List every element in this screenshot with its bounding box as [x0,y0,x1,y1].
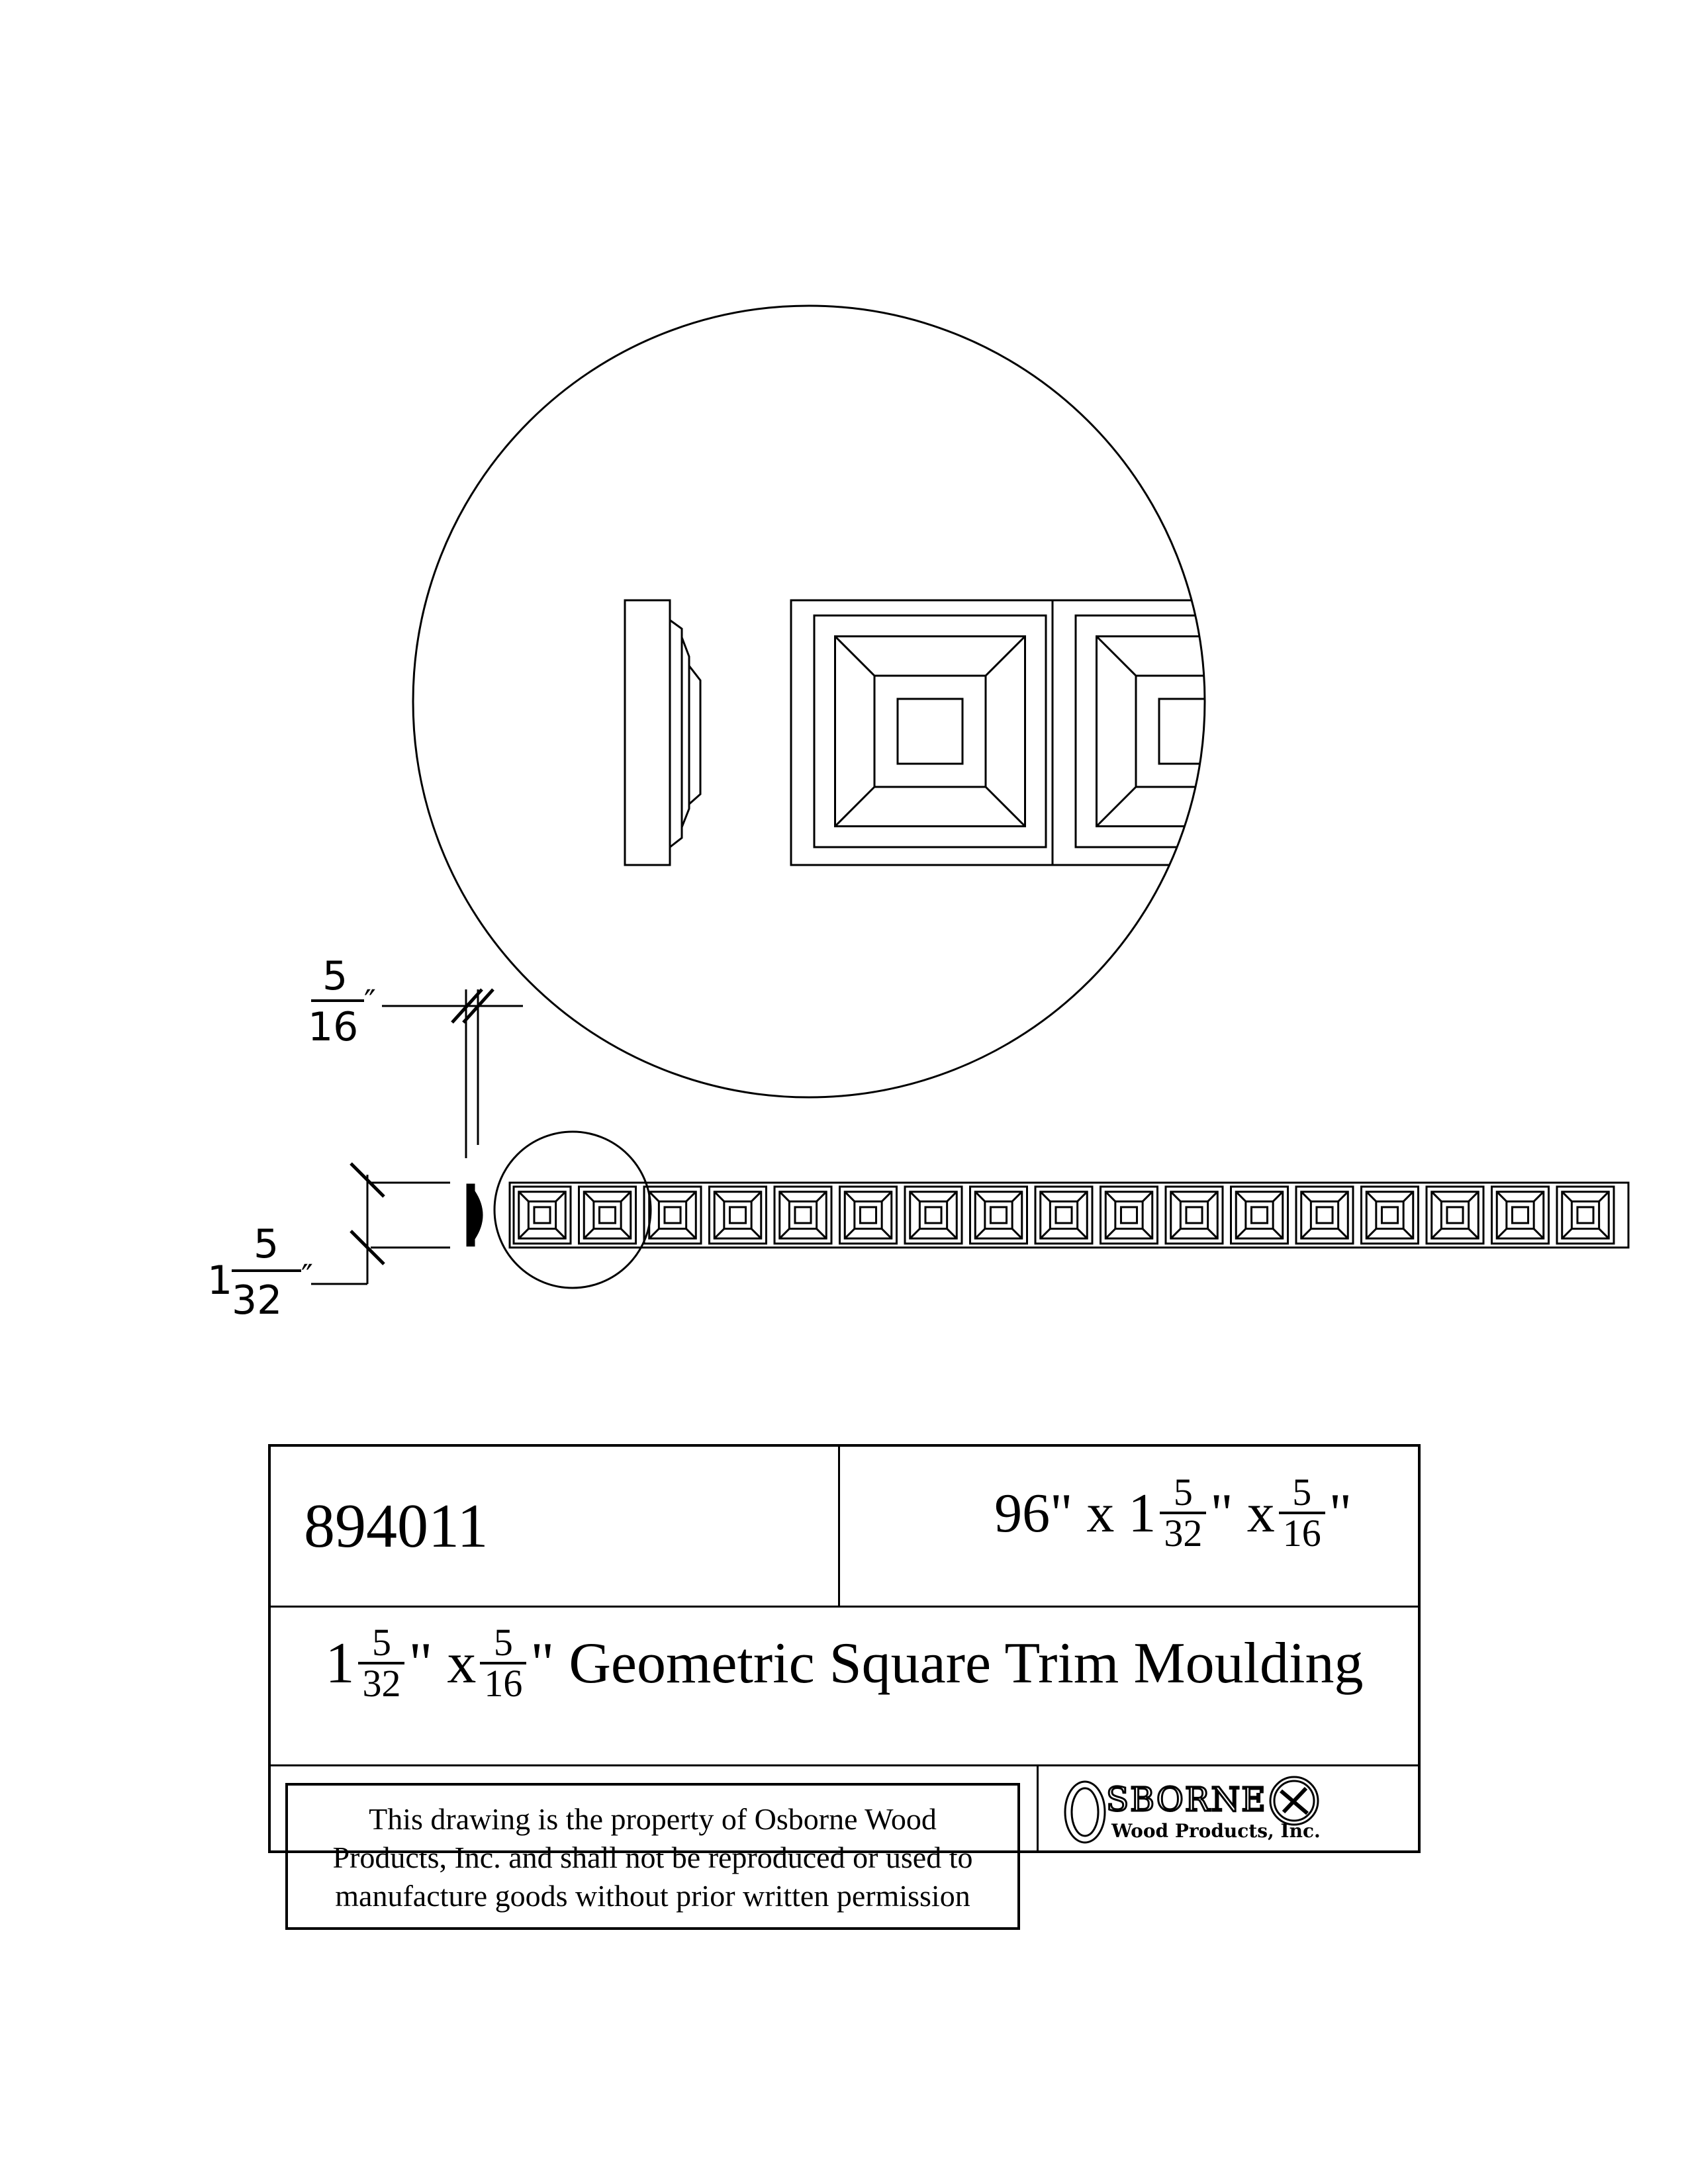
strip-square [905,1187,962,1244]
strip-square [1035,1187,1092,1244]
strip-square [1362,1187,1419,1244]
title-name: Geometric Square Trim Moulding [569,1631,1364,1696]
dim-width-unit: " [1210,1482,1233,1544]
strip-square [644,1187,701,1244]
strip-square [1166,1187,1223,1244]
width-dimension [311,1163,450,1284]
detail-square-1 [814,615,1046,847]
strip-square [774,1187,831,1244]
detail-circle [413,306,1205,1097]
strip-square [1557,1187,1614,1244]
strip-square [1101,1187,1158,1244]
strip-square [710,1187,767,1244]
detail-square-2 [1076,615,1307,847]
dim-thick-unit: " [1329,1482,1352,1544]
strip-square [1427,1187,1483,1244]
small-profile [467,1185,482,1246]
part-title [271,1623,1418,1703]
part-number-cell [271,1447,840,1608]
copyright-notice [285,1783,1020,1930]
strip-square [579,1187,636,1244]
strip-square [970,1187,1027,1244]
strip-square [1296,1187,1353,1244]
title-width-unit: " [408,1631,433,1696]
dim-thickness-num: 5 [322,953,348,999]
part-number: 894011 [304,1492,489,1561]
dimensions-cell [840,1447,1418,1608]
overall-dimensions [994,1473,1352,1553]
dim-thick-fraction: $\frac{5}{16}$ [1279,1473,1325,1553]
notice-line-2: Products, Inc. and shall not be reproduced or used to [332,1841,973,1874]
logo-brand: SBORNE [1106,1780,1267,1819]
moulding-strip [510,1183,1628,1248]
dim-width-whole: 1 [1128,1482,1156,1544]
dim-width-whole: 1 [207,1257,233,1304]
dim-width-unit: ″ [301,1258,313,1295]
dim-thickness-den: 16 [308,1004,359,1050]
detail-squares [791,600,1340,865]
dim-length: 96" [994,1482,1073,1544]
strip-square [1231,1187,1288,1244]
profile-view [625,600,700,865]
title-sep: x [447,1631,477,1696]
dim-sep-1: x [1086,1482,1115,1544]
notice-line-3: manufacture goods without prior written permission [335,1879,970,1913]
title-thick-fraction: $\frac{5}{16}$ [480,1623,526,1703]
dim-width-den: 32 [232,1277,283,1324]
thickness-dimension [382,989,523,1158]
logo-tagline: Wood Products, Inc. [1111,1820,1321,1842]
osborne-logo [1039,1771,1418,1852]
strip-square [514,1187,571,1244]
dim-sep-2: x [1246,1482,1275,1544]
title-thick-unit: " [530,1631,555,1696]
strip-square [840,1187,897,1244]
dim-width-fraction: $\frac{5}{32}$ [1160,1473,1206,1553]
title-block [268,1444,1421,1913]
notice-line-1: This drawing is the property of Osborne Wood [369,1802,937,1836]
title-width-whole: 1 [325,1631,355,1696]
dim-width-num: 5 [254,1221,279,1267]
dim-thickness-unit: ″ [364,983,376,1021]
title-cell [271,1608,1418,1766]
strip-square [1492,1187,1549,1244]
title-width-fraction: $\frac{5}{32}$ [358,1623,404,1703]
